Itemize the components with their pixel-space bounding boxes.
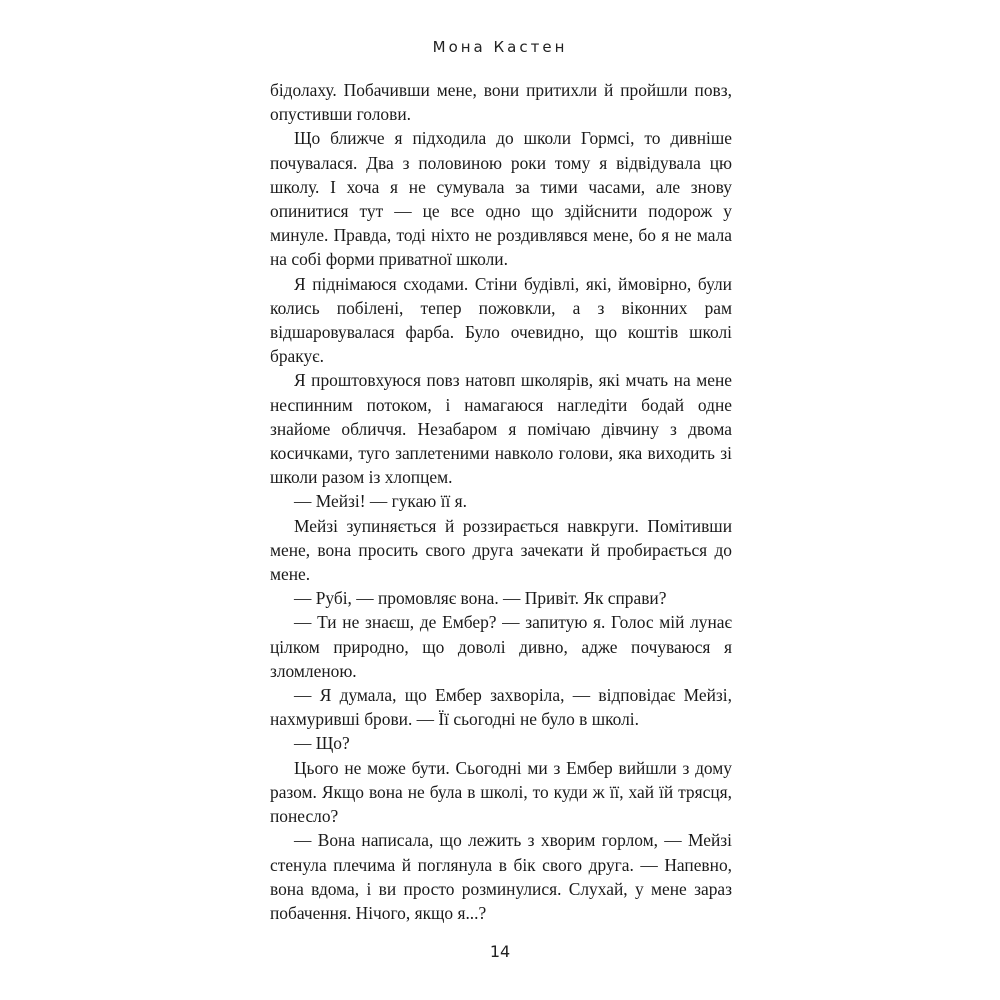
page-number: 14 xyxy=(489,942,511,961)
paragraph-7: — Рубі, — промовляє вона. — Привіт. Як справи? xyxy=(294,588,667,609)
paragraph-8: — Ти не знаєш, де Ембер? — запитую я. Голос мій лунає цілком природно, що доволі дивно, адже почуваюся я зломленою. xyxy=(270,612,732,681)
paragraph-10: — Що? xyxy=(294,733,350,754)
paragraph-6: Мейзі зупиняється й роззирається навкруги. Помітивши мене, вона просить свого друга зачекати й пробирається до мене. xyxy=(270,515,732,585)
paragraph-11: Цього не може бути. Сьогодні ми з Ембер вийшли з дому разом. Якщо вона не була в школі, то куди ж її, хай їй трясця, понесло? xyxy=(270,757,732,827)
body-text xyxy=(270,78,732,925)
paragraph-5: — Мейзі! — гукаю її я. xyxy=(294,491,468,512)
paragraph-4: Я проштовхуюся повз натовп школярів, які мчать на мене неспинним потоком, і намагаюся нагледіти бодай одне знайоме обличчя. Незабаром я помічаю дівчину з двома косичками, туго заплетеними навколо голови, яка виходить зі школи разом із хлопцем. xyxy=(270,370,732,488)
running-head: Мона Кастен xyxy=(432,38,568,56)
paragraph-3: Я піднімаюся сходами. Стіни будівлі, які, ймовірно, були колись побілені, тепер пожовкли, а з віконних рам відшаровувалася фарба. Було очевидно, що коштів школі бракує. xyxy=(270,273,732,367)
paragraph-1: бідолаху. Побачивши мене, вони притихли й пройшли повз, опустивши голови. xyxy=(270,80,732,125)
paragraph-9: — Я думала, що Ембер захворіла, — відповідає Мейзі, нахмурившi брови. — Її сьогодні не було в школі. xyxy=(270,685,732,730)
paragraph-12: — Вона написала, що лежить з хворим горлом, — Мейзі стенула плечима й поглянула в бік свого друга. — Напевно, вона вдома, і ви просто розминулися. Слухай, у мене зараз побачення. Нічого, якщо я...? xyxy=(270,830,732,923)
paragraph-2: Що ближче я підходила до школи Гормсі, то дивніше почувалася. Два з половиною роки тому я відвідувала цю школу. І хоча я не сумувала за тими часами, але знову опинитися тут — це все одно що здійснити подорож у минуле. Правда, тоді ніхто не роздивлявся мене, бо я не мала на собі форми приватної школи. xyxy=(270,128,732,270)
